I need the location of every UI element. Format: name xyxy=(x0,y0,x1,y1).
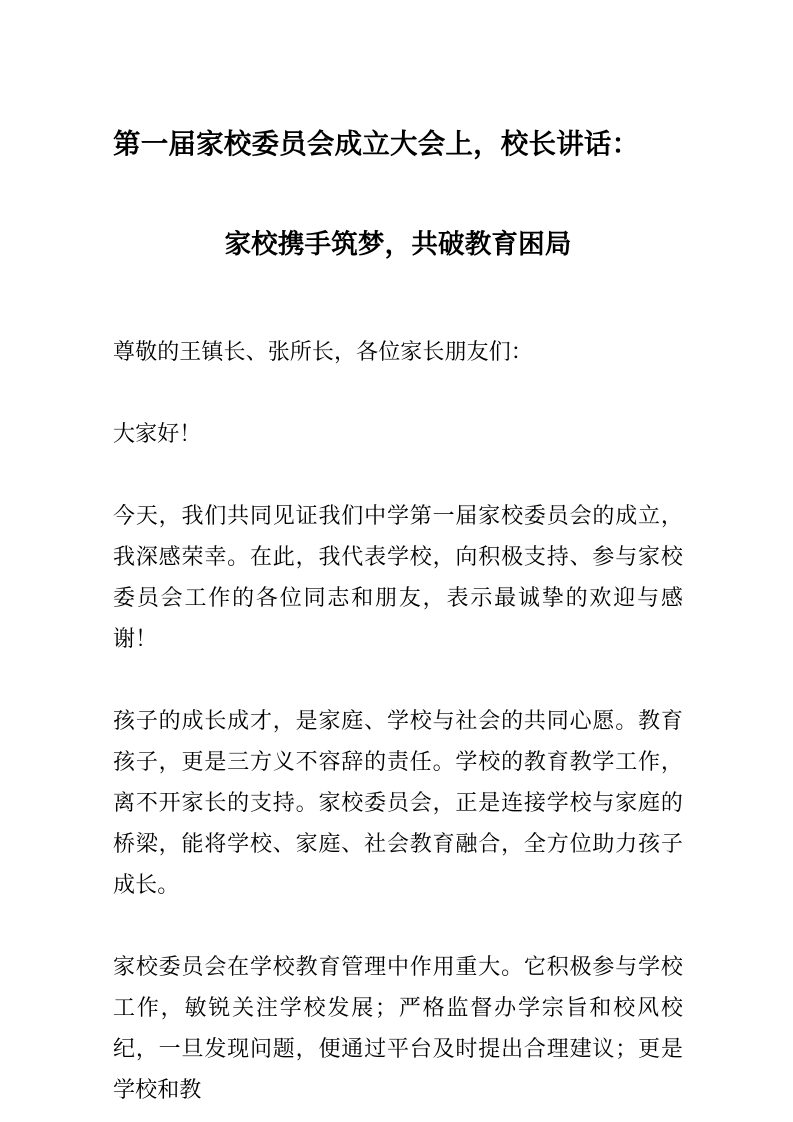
document-content xyxy=(113,0,683,1110)
page-title: 第一届家校委员会成立大会上，校长讲话： xyxy=(113,128,640,159)
salutation-paragraph: 尊敬的王镇长、张所长，各位家长朋友们： xyxy=(113,339,533,364)
body-paragraph: 孩子的成长成才，是家庭、学校与社会的共同心愿。教育孩子，更是三方义不容辞的责任。学校的教育教学工作，离不开家长的支持。家校委员会，正是连接学校与家庭的桥梁，能将学校、家庭、社会教育融合，全方位助力孩子成长。 xyxy=(113,708,683,897)
page-subtitle: 家校携手筑梦，共破教育困局 xyxy=(224,229,572,259)
greeting-paragraph: 大家好！ xyxy=(113,421,202,446)
title-block xyxy=(113,0,683,266)
body-text-block xyxy=(113,266,683,1110)
body-paragraph: 家校委员会在学校教育管理中作用重大。它积极参与学校工作，敏锐关注学校发展；严格监督办学宗旨和校风校纪，一旦发现问题，便通过平台及时提出合理建议；更是学校和教 xyxy=(113,954,683,1102)
body-paragraph: 今天，我们共同见证我们中学第一届家校委员会的成立，我深感荣幸。在此，我代表学校，向积极支持、参与家校委员会工作的各位同志和朋友，表示最诚挚的欢迎与感谢！ xyxy=(113,503,683,651)
